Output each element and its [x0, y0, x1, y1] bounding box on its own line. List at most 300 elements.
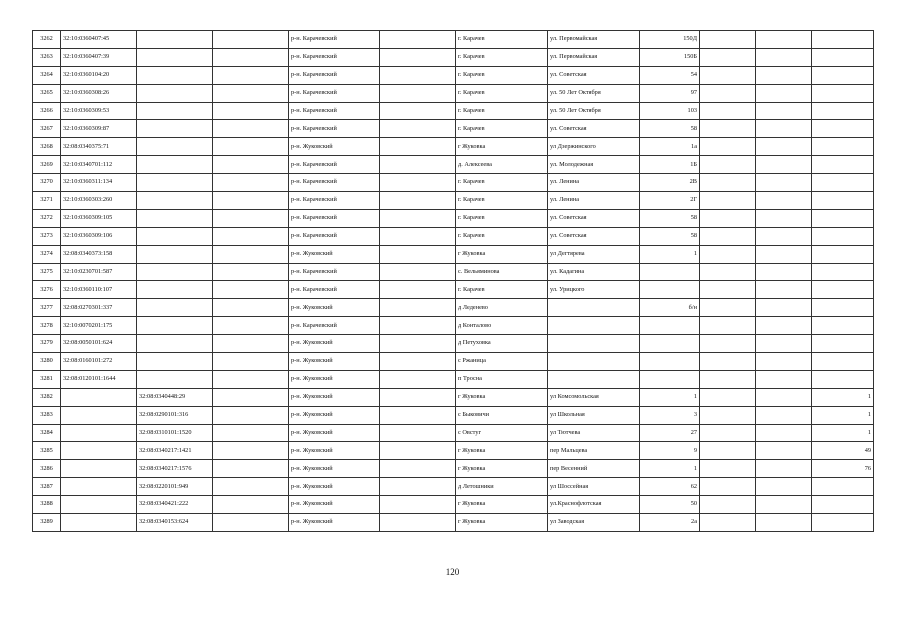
cell-cadastral-number: 32:10:0070201:175 [61, 317, 137, 335]
cell-empty [700, 317, 756, 335]
cell-house [640, 281, 700, 299]
cell-number: 3284 [33, 424, 61, 442]
cell-house: 1а [640, 138, 700, 156]
cell-empty [700, 335, 756, 353]
cell-empty [700, 281, 756, 299]
cell-cadastral-number: 32:08:0340375:71 [61, 138, 137, 156]
cell-number: 3274 [33, 245, 61, 263]
cell-street: ул. Ленина [548, 192, 640, 210]
cell-locality: п Тросна [456, 370, 548, 388]
cell-empty [756, 227, 812, 245]
cell-cadastral-number-building [137, 192, 213, 210]
cell-house [640, 353, 700, 371]
cell-district: р-н. Жуковский [289, 138, 380, 156]
cell-number: 3266 [33, 102, 61, 120]
table-row [33, 66, 874, 84]
cell-number: 3277 [33, 299, 61, 317]
cell-house: 150Б [640, 48, 700, 66]
cell-empty [756, 514, 812, 532]
cell-empty [700, 209, 756, 227]
cell-locality: с. Вельяминова [456, 263, 548, 281]
cell-empty [213, 84, 289, 102]
cell-locality: г Жуковка [456, 388, 548, 406]
table-row [33, 388, 874, 406]
cell-empty [756, 48, 812, 66]
cell-number: 3264 [33, 66, 61, 84]
table-row [33, 317, 874, 335]
cell-extra-number: 49 [812, 442, 874, 460]
cell-empty [700, 156, 756, 174]
cell-street [548, 317, 640, 335]
cell-number: 3282 [33, 388, 61, 406]
table-row [33, 406, 874, 424]
cell-cadastral-number-building: 32:08:0340217:1576 [137, 460, 213, 478]
cell-district: р-н. Жуковский [289, 353, 380, 371]
cell-locality: г. Карачев [456, 48, 548, 66]
cell-empty [700, 84, 756, 102]
cell-cadastral-number: 32:08:0120101:1644 [61, 370, 137, 388]
cell-empty [380, 281, 456, 299]
cell-street: ул. Советская [548, 227, 640, 245]
cell-extra-number [812, 48, 874, 66]
cell-empty [700, 174, 756, 192]
cell-cadastral-number [61, 388, 137, 406]
cell-district: р-н. Жуковский [289, 478, 380, 496]
cell-extra-number [812, 353, 874, 371]
cell-empty [756, 406, 812, 424]
cell-cadastral-number-building: 32:08:0340217:1421 [137, 442, 213, 460]
cell-street [548, 335, 640, 353]
table-row [33, 281, 874, 299]
cell-empty [700, 263, 756, 281]
cell-street: ул. Советская [548, 120, 640, 138]
cell-empty [213, 388, 289, 406]
cell-empty [213, 514, 289, 532]
cell-house: 54 [640, 66, 700, 84]
cell-street: ул. Кадагина [548, 263, 640, 281]
cell-empty [213, 31, 289, 49]
cell-empty [213, 406, 289, 424]
cell-district: р-н. Карачевский [289, 102, 380, 120]
cell-district: р-н. Жуковский [289, 514, 380, 532]
cell-cadastral-number: 32:10:0360110:107 [61, 281, 137, 299]
cell-locality: г Жуковка [456, 460, 548, 478]
cell-extra-number [812, 138, 874, 156]
cell-cadastral-number-building: 32:08:0220101:949 [137, 478, 213, 496]
cell-cadastral-number-building [137, 227, 213, 245]
cell-empty [213, 120, 289, 138]
cell-empty [700, 48, 756, 66]
cell-locality: г Жуковка [456, 514, 548, 532]
cell-empty [380, 514, 456, 532]
cell-district: р-н. Жуковский [289, 496, 380, 514]
cell-number: 3278 [33, 317, 61, 335]
cell-district: р-н. Жуковский [289, 245, 380, 263]
cell-district: р-н. Карачевский [289, 192, 380, 210]
cell-cadastral-number-building [137, 209, 213, 227]
cell-empty [756, 209, 812, 227]
cell-street: ул. 50 Лет Октября [548, 102, 640, 120]
cell-street: ул Тютчева [548, 424, 640, 442]
cell-empty [380, 31, 456, 49]
cell-cadastral-number: 32:10:0340701:112 [61, 156, 137, 174]
cell-empty [700, 120, 756, 138]
cell-empty [380, 192, 456, 210]
cell-empty [213, 66, 289, 84]
table-row [33, 48, 874, 66]
cell-locality: г. Карачев [456, 227, 548, 245]
cell-street: ул Комсомольская [548, 388, 640, 406]
cell-number: 3267 [33, 120, 61, 138]
cell-empty [756, 496, 812, 514]
cell-cadastral-number: 32:10:0230701:587 [61, 263, 137, 281]
cell-number: 3280 [33, 353, 61, 371]
cell-district: р-н. Карачевский [289, 84, 380, 102]
cell-number: 3270 [33, 174, 61, 192]
cell-empty [380, 388, 456, 406]
cell-empty [756, 120, 812, 138]
cell-locality: г Жуковка [456, 496, 548, 514]
cell-cadastral-number-building [137, 370, 213, 388]
cell-district: р-н. Карачевский [289, 317, 380, 335]
cell-cadastral-number [61, 406, 137, 424]
registry-table [32, 30, 874, 532]
cell-number: 3273 [33, 227, 61, 245]
cell-empty [213, 478, 289, 496]
cell-district: р-н. Жуковский [289, 335, 380, 353]
cell-empty [213, 442, 289, 460]
cell-house: 27 [640, 424, 700, 442]
cell-empty [380, 353, 456, 371]
cell-district: р-н. Жуковский [289, 424, 380, 442]
cell-empty [380, 442, 456, 460]
table-row [33, 335, 874, 353]
cell-house: 2а [640, 514, 700, 532]
cell-locality: с Быковичи [456, 406, 548, 424]
cell-house: 9 [640, 442, 700, 460]
cell-street: пер Весенний [548, 460, 640, 478]
cell-extra-number [812, 31, 874, 49]
cell-empty [700, 460, 756, 478]
cell-number: 3272 [33, 209, 61, 227]
cell-district: р-н. Жуковский [289, 442, 380, 460]
cell-number: 3276 [33, 281, 61, 299]
cell-extra-number [812, 156, 874, 174]
cell-house: 103 [640, 102, 700, 120]
cell-cadastral-number-building: 32:08:0340448:29 [137, 388, 213, 406]
cell-locality: г. Карачев [456, 174, 548, 192]
cell-empty [213, 245, 289, 263]
cell-cadastral-number: 32:10:0360309:105 [61, 209, 137, 227]
table-row [33, 263, 874, 281]
cell-cadastral-number-building [137, 138, 213, 156]
cell-empty [213, 335, 289, 353]
table-row [33, 299, 874, 317]
cell-district: р-н. Карачевский [289, 120, 380, 138]
cell-street: ул Заводская [548, 514, 640, 532]
cell-street: ул. Ленина [548, 174, 640, 192]
cell-street: пер Мальцева [548, 442, 640, 460]
cell-cadastral-number-building: 32:08:0340153:624 [137, 514, 213, 532]
cell-extra-number [812, 227, 874, 245]
cell-number: 3279 [33, 335, 61, 353]
cell-extra-number: 1 [812, 406, 874, 424]
cell-street: ул Шоссейная [548, 478, 640, 496]
cell-cadastral-number-building [137, 263, 213, 281]
cell-cadastral-number-building [137, 84, 213, 102]
cell-empty [756, 174, 812, 192]
cell-cadastral-number: 32:10:0360104:20 [61, 66, 137, 84]
cell-extra-number [812, 281, 874, 299]
cell-empty [756, 442, 812, 460]
cell-empty [213, 156, 289, 174]
cell-empty [380, 245, 456, 263]
cell-street: ул Дегтярева [548, 245, 640, 263]
table-row [33, 227, 874, 245]
cell-empty [380, 120, 456, 138]
cell-empty [700, 514, 756, 532]
cell-empty [756, 31, 812, 49]
cell-empty [213, 299, 289, 317]
cell-district: р-н. Карачевский [289, 156, 380, 174]
cell-district: р-н. Карачевский [289, 227, 380, 245]
cell-cadastral-number-building [137, 281, 213, 299]
table-row [33, 84, 874, 102]
cell-number: 3285 [33, 442, 61, 460]
cell-empty [380, 66, 456, 84]
cell-district: р-н. Жуковский [289, 299, 380, 317]
cell-empty [756, 66, 812, 84]
cell-cadastral-number: 32:08:0050101:624 [61, 335, 137, 353]
cell-extra-number [812, 174, 874, 192]
cell-empty [380, 460, 456, 478]
cell-number: 3286 [33, 460, 61, 478]
table-row [33, 460, 874, 478]
cell-empty [700, 424, 756, 442]
cell-empty [756, 84, 812, 102]
cell-extra-number [812, 478, 874, 496]
cell-empty [756, 388, 812, 406]
cell-locality: д. Алексеева [456, 156, 548, 174]
cell-district: р-н. Карачевский [289, 281, 380, 299]
cell-extra-number: 76 [812, 460, 874, 478]
cell-empty [756, 156, 812, 174]
cell-house: 2В [640, 174, 700, 192]
cell-house: 2Г [640, 192, 700, 210]
cell-locality: г Жуковка [456, 138, 548, 156]
cell-empty [213, 460, 289, 478]
cell-locality: г. Карачев [456, 209, 548, 227]
cell-district: р-н. Карачевский [289, 66, 380, 84]
cell-cadastral-number: 32:08:0340373:158 [61, 245, 137, 263]
table-row [33, 120, 874, 138]
cell-empty [700, 138, 756, 156]
cell-cadastral-number-building: 32:08:0310101:1520 [137, 424, 213, 442]
cell-empty [700, 496, 756, 514]
cell-empty [756, 370, 812, 388]
cell-cadastral-number [61, 442, 137, 460]
cell-cadastral-number: 32:08:0160101:272 [61, 353, 137, 371]
table-row [33, 156, 874, 174]
cell-cadastral-number: 32:10:0360407:39 [61, 48, 137, 66]
cell-empty [380, 496, 456, 514]
cell-empty [213, 192, 289, 210]
cell-extra-number [812, 263, 874, 281]
cell-cadastral-number [61, 478, 137, 496]
cell-number: 3287 [33, 478, 61, 496]
cell-street: ул Дзержинского [548, 138, 640, 156]
cell-empty [756, 102, 812, 120]
cell-cadastral-number-building: 32:08:0340421:222 [137, 496, 213, 514]
cell-street: ул. Молодежная [548, 156, 640, 174]
cell-locality: г Жуковка [456, 442, 548, 460]
page-number: 120 [445, 567, 460, 577]
cell-extra-number: 1 [812, 388, 874, 406]
cell-street [548, 299, 640, 317]
cell-cadastral-number-building [137, 102, 213, 120]
cell-empty [756, 424, 812, 442]
table-row [33, 514, 874, 532]
cell-cadastral-number-building [137, 120, 213, 138]
cell-cadastral-number: 32:10:0360309:106 [61, 227, 137, 245]
cell-cadastral-number [61, 514, 137, 532]
cell-empty [756, 138, 812, 156]
cell-cadastral-number [61, 496, 137, 514]
cell-empty [213, 281, 289, 299]
cell-cadastral-number-building [137, 335, 213, 353]
cell-number: 3271 [33, 192, 61, 210]
cell-cadastral-number: 32:10:0360309:87 [61, 120, 137, 138]
cell-empty [756, 335, 812, 353]
cell-house [640, 317, 700, 335]
cell-empty [380, 317, 456, 335]
cell-extra-number [812, 370, 874, 388]
cell-cadastral-number-building [137, 245, 213, 263]
cell-street: ул.Краснофлотская [548, 496, 640, 514]
cell-locality: д Летошники [456, 478, 548, 496]
cell-empty [756, 263, 812, 281]
table-row [33, 174, 874, 192]
cell-empty [380, 335, 456, 353]
cell-number: 3265 [33, 84, 61, 102]
table-row [33, 192, 874, 210]
cell-empty [380, 156, 456, 174]
cell-extra-number [812, 120, 874, 138]
table-row [33, 424, 874, 442]
cell-empty [213, 496, 289, 514]
cell-empty [213, 424, 289, 442]
cell-empty [700, 102, 756, 120]
cell-number: 3263 [33, 48, 61, 66]
cell-extra-number [812, 192, 874, 210]
cell-district: р-н. Жуковский [289, 460, 380, 478]
cell-locality: г. Карачев [456, 84, 548, 102]
cell-district: р-н. Жуковский [289, 370, 380, 388]
cell-cadastral-number: 32:10:0360311:134 [61, 174, 137, 192]
cell-house: 1 [640, 245, 700, 263]
cell-number: 3269 [33, 156, 61, 174]
table-row [33, 31, 874, 49]
cell-locality: г. Карачев [456, 120, 548, 138]
cell-empty [380, 209, 456, 227]
cell-empty [756, 317, 812, 335]
cell-locality: д Конталово [456, 317, 548, 335]
cell-number: 3275 [33, 263, 61, 281]
cell-empty [700, 299, 756, 317]
cell-empty [756, 299, 812, 317]
cell-empty [700, 31, 756, 49]
cell-street: ул. Первомайская [548, 31, 640, 49]
cell-empty [213, 263, 289, 281]
cell-locality: д Леденево [456, 299, 548, 317]
cell-cadastral-number: 32:10:0360308:26 [61, 84, 137, 102]
cell-locality: г Жуковка [456, 245, 548, 263]
cell-empty [756, 192, 812, 210]
cell-cadastral-number-building [137, 66, 213, 84]
cell-empty [756, 353, 812, 371]
cell-district: р-н. Карачевский [289, 174, 380, 192]
cell-locality: г. Карачев [456, 66, 548, 84]
cell-street: ул. Урицкого [548, 281, 640, 299]
table-row [33, 442, 874, 460]
cell-empty [756, 281, 812, 299]
cell-cadastral-number-building [137, 48, 213, 66]
cell-number: 3268 [33, 138, 61, 156]
cell-house: 58 [640, 227, 700, 245]
cell-extra-number: 1 [812, 424, 874, 442]
cell-locality: с Овстуг [456, 424, 548, 442]
cell-empty [380, 102, 456, 120]
cell-cadastral-number-building [137, 156, 213, 174]
cell-locality: г. Карачев [456, 102, 548, 120]
cell-empty [756, 460, 812, 478]
cell-district: р-н. Карачевский [289, 209, 380, 227]
cell-empty [700, 353, 756, 371]
cell-empty [380, 48, 456, 66]
cell-street: ул. Советская [548, 209, 640, 227]
cell-empty [213, 48, 289, 66]
cell-extra-number [812, 209, 874, 227]
cell-cadastral-number: 32:10:0360303:260 [61, 192, 137, 210]
cell-empty [700, 478, 756, 496]
cell-house [640, 335, 700, 353]
cell-empty [213, 209, 289, 227]
cell-district: р-н. Жуковский [289, 406, 380, 424]
cell-cadastral-number [61, 424, 137, 442]
cell-district: р-н. Жуковский [289, 388, 380, 406]
cell-number: 3288 [33, 496, 61, 514]
cell-cadastral-number-building [137, 31, 213, 49]
cell-house: 1Б [640, 156, 700, 174]
cell-empty [700, 442, 756, 460]
cell-empty [756, 245, 812, 263]
cell-empty [380, 406, 456, 424]
cell-street: ул Школьная [548, 406, 640, 424]
cell-house: 50 [640, 496, 700, 514]
cell-street: ул. Советская [548, 66, 640, 84]
cell-extra-number [812, 66, 874, 84]
cell-locality: д Петуховка [456, 335, 548, 353]
cell-empty [700, 227, 756, 245]
cell-empty [380, 424, 456, 442]
table-row [33, 245, 874, 263]
cell-house [640, 370, 700, 388]
cell-house: 58 [640, 209, 700, 227]
table-row [33, 478, 874, 496]
cell-house: 150Д [640, 31, 700, 49]
cell-empty [700, 66, 756, 84]
cell-empty [700, 406, 756, 424]
